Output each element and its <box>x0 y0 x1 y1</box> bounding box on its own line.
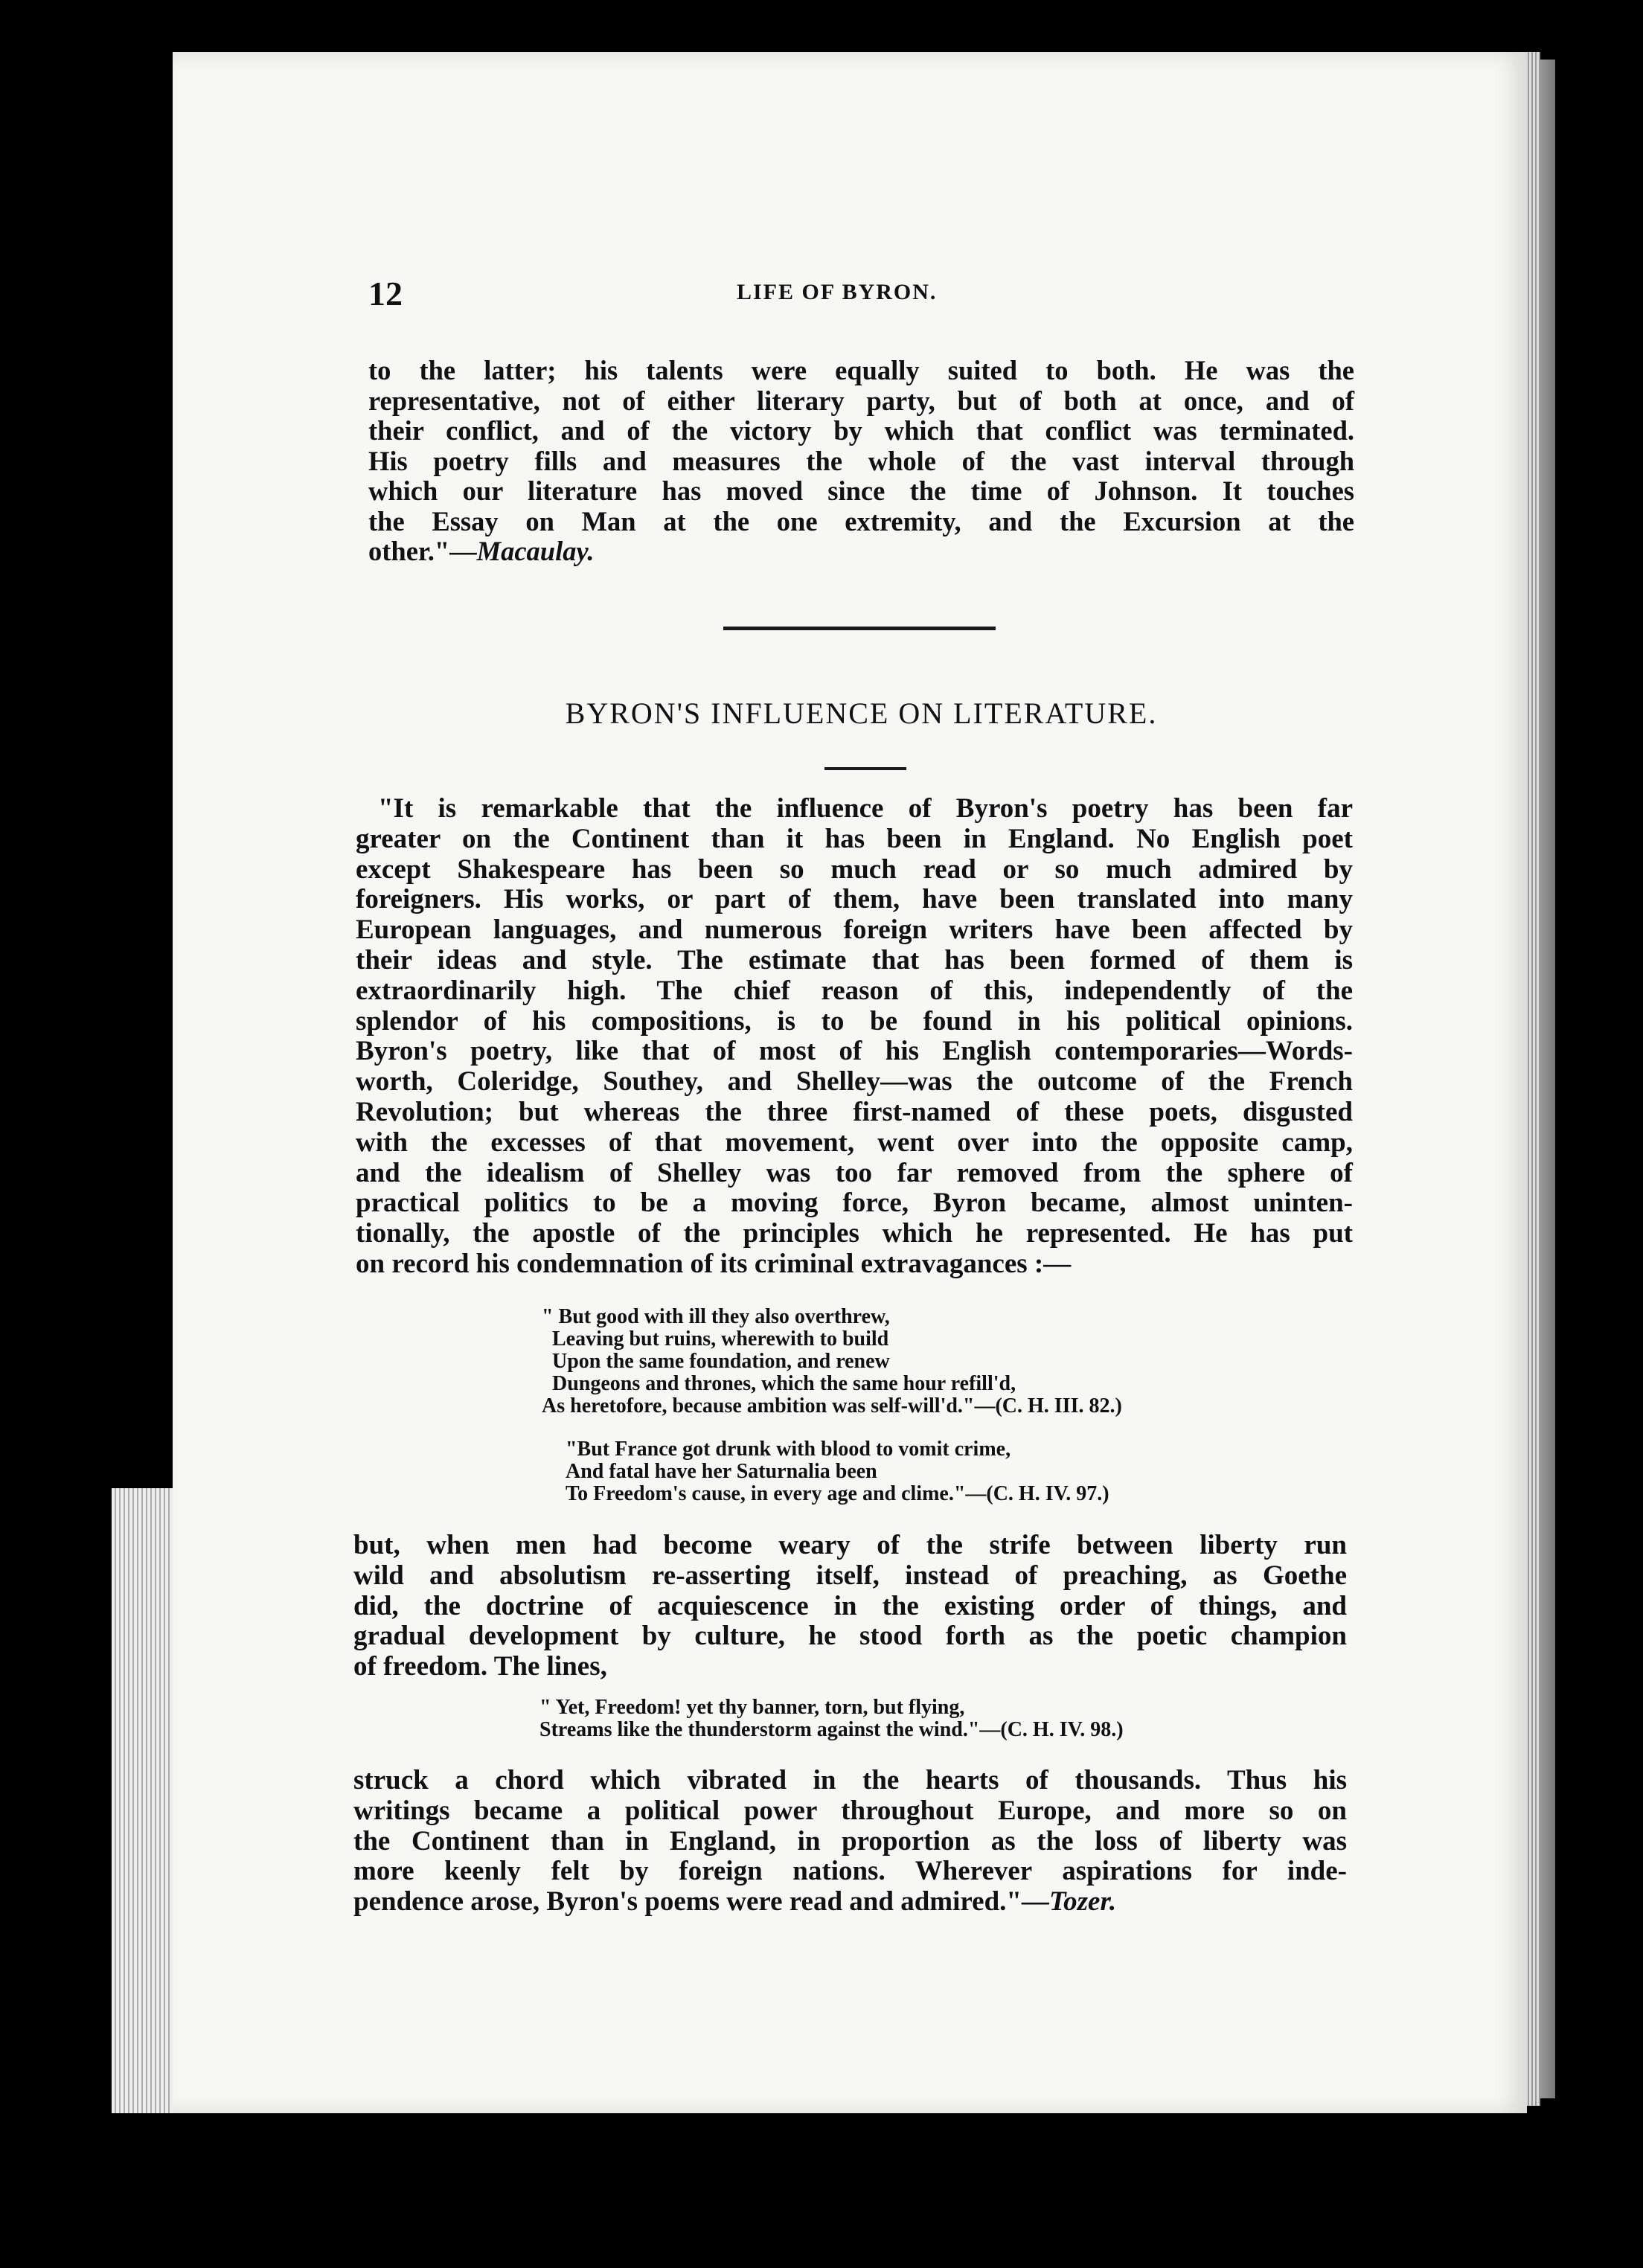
paragraph-tozer-quote <box>353 1766 1347 1918</box>
text-line: and the idealism of Shelley was too far removed from the sphere of <box>356 1157 1353 1188</box>
text-line: more keenly felt by foreign nations. Wherever aspirations for inde- <box>353 1856 1347 1887</box>
text-line: Revolution; but whereas the three first-named of these poets, disgusted <box>356 1096 1353 1127</box>
attribution-macaulay: Macaulay. <box>476 536 595 566</box>
text-line: which our literature has moved since the time of Johnson. It touches <box>368 475 1354 506</box>
paragraph-freedom <box>353 1531 1347 1682</box>
text-line-last: of freedom. The lines, <box>353 1651 607 1682</box>
text-line: with the excesses of that movement, went over into the opposite camp, <box>356 1127 1353 1158</box>
text-line: splendor of his compositions, is to be found in his political opinions. <box>356 1005 1353 1037</box>
text-line: struck a chord which vibrated in the hearts of thousands. Thus his <box>353 1765 1347 1796</box>
text-line: worth, Coleridge, Southey, and Shelley—was the outcome of the French <box>356 1066 1353 1098</box>
book-page-edges-left <box>112 1488 179 2113</box>
text-line: the Essay on Man at the one extremity, and the Excursion at the <box>368 505 1354 536</box>
verse-quote-childe-harold-iii-82: " But good with ill they also overthrew, Leaving but ruins, wherewith to build Upon the same foundation, and renew Dungeons and thrones, which the same hour refill'd, As heretofore, because ambition was self-will'd."—(C. H. III. 82.) <box>542 1305 1122 1418</box>
paragraph-influence <box>356 794 1353 1280</box>
text-line: did, the doctrine of acquiescence in the existing order of things, and <box>353 1590 1347 1621</box>
text-line: their ideas and style. The estimate that has been formed of them is <box>356 944 1353 976</box>
text-line: gradual development by culture, he stood forth as the poetic champion <box>353 1621 1347 1652</box>
text-fragment: other."— <box>368 536 477 566</box>
text-line: their conflict, and of the victory by which that conflict was terminated. <box>368 415 1354 446</box>
text-line: His poetry fills and measures the whole of the vast interval through <box>368 445 1354 476</box>
text-line: practical politics to be a moving force, Byron became, almost uninten- <box>356 1188 1353 1219</box>
text-line: Byron's poetry, like that of most of his English contemporaries—Words- <box>356 1036 1353 1067</box>
text-line: except Shakespeare has been so much read or so much admired by <box>356 853 1353 885</box>
text-line: to the latter; his talents were equally suited to both. He was the <box>368 355 1354 385</box>
attribution-tozer: Tozer. <box>1048 1886 1117 1918</box>
text-fragment: pendence arose, Byron's poems were read and admired."— <box>353 1886 1049 1918</box>
book-page-edges-right <box>1525 52 1540 2106</box>
text-line: the Continent than in England, in proportion as the loss of liberty was <box>353 1825 1347 1857</box>
text-line: greater on the Continent than it has been in England. No English poet <box>356 823 1353 854</box>
text-line: "It is remarkable that the influence of Byron's poetry has been far <box>378 793 1353 824</box>
text-line: extraordinarily high. The chief reason of this, independently of the <box>356 975 1353 1006</box>
text-line-last <box>368 536 1354 567</box>
text-line: foreigners. His works, or part of them, have been translated into many <box>356 884 1353 915</box>
verse-quote-childe-harold-iv-97: "But France got drunk with blood to vomit crime, And fatal have her Saturnalia been To Freedom's cause, in every age and clime."—(C. H. IV. 97.) <box>566 1438 1109 1505</box>
text-line: representative, not of either literary party, but of both at once, and of <box>368 385 1354 416</box>
verse-quote-childe-harold-iv-98: " Yet, Freedom! yet thy banner, torn, but flying, Streams like the thunderstorm against the wind."—(C. H. IV. 98.) <box>539 1696 1124 1741</box>
text-line: tionally, the apostle of the principles which he represented. He has put <box>356 1218 1353 1249</box>
text-line: but, when men had become weary of the strife between liberty run <box>353 1530 1347 1560</box>
text-line: writings became a political power throughout Europe, and more so on <box>353 1795 1347 1826</box>
running-title: LIFE OF BYRON. <box>737 280 938 304</box>
text-line: European languages, and numerous foreign writers have been affected by <box>356 914 1353 946</box>
title-underline-rule <box>824 767 906 770</box>
section-title: BYRON'S INFLUENCE ON LITERATURE. <box>565 696 1158 730</box>
page-number: 12 <box>368 275 403 313</box>
text-line-last: on record his condemnation of its criminal extravagances :— <box>356 1248 1072 1279</box>
text-line: wild and absolutism re-asserting itself, instead of preaching, as Goethe <box>353 1560 1347 1591</box>
paragraph-macaulay-quote <box>368 356 1354 567</box>
text-line-last <box>353 1887 1347 1918</box>
running-head <box>368 274 1358 311</box>
section-divider-rule <box>723 627 996 630</box>
